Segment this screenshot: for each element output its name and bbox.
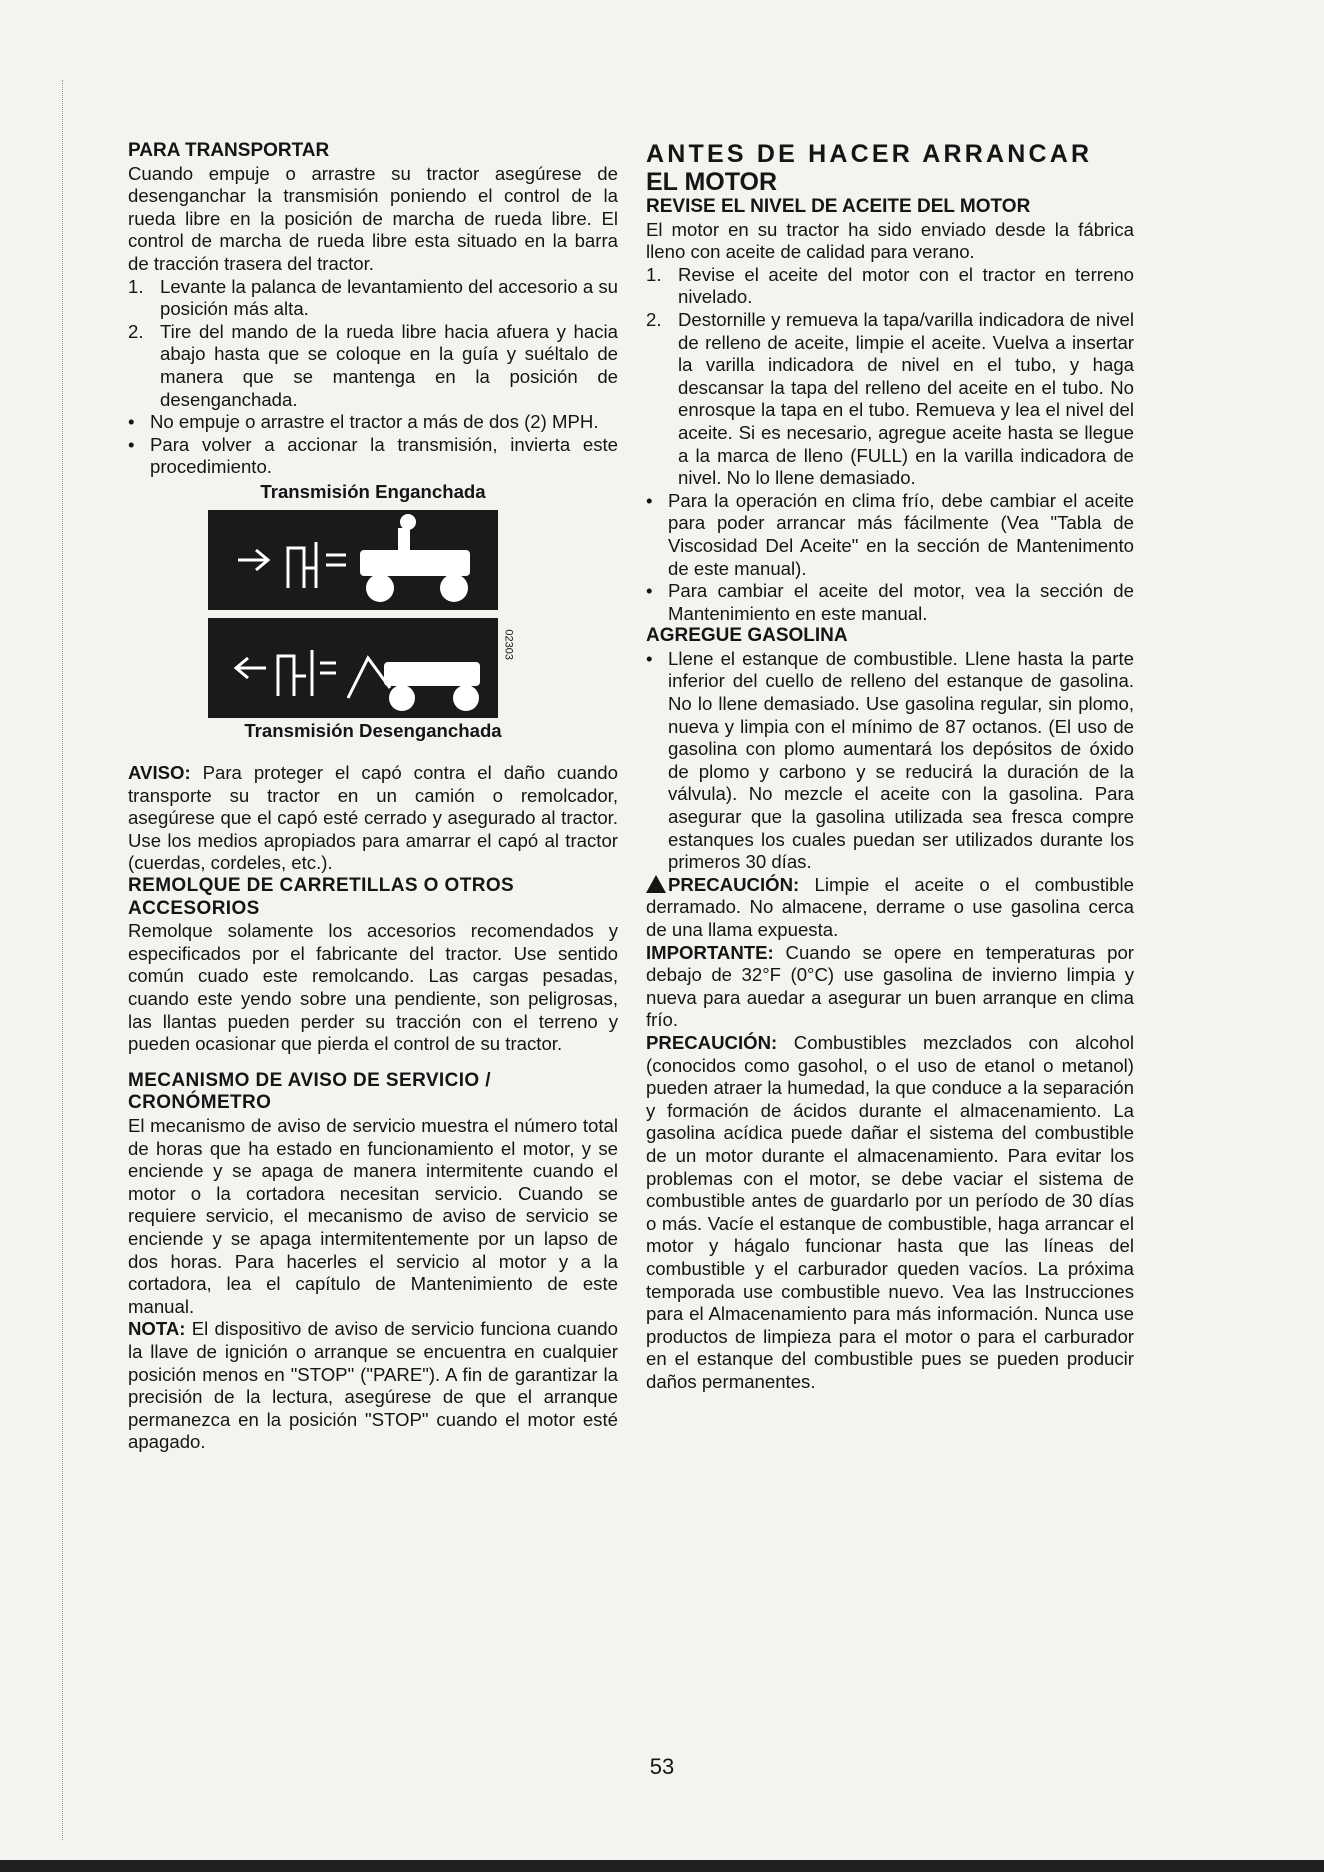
step-text: Revise el aceite del motor con el tractor en terreno nivelado. xyxy=(678,263,1134,308)
engaged-illustration xyxy=(208,510,498,610)
transport-steps xyxy=(128,276,618,412)
bottom-edge xyxy=(0,1860,1324,1872)
bullet-item: • Para la operación en clima frío, debe cambiar el aceite para poder arrancar más fácilmente (Vea "Tabla de Viscosidad Del Aceite" en la sección de Mantenimento de este manual). xyxy=(646,489,1134,579)
bullet-text: Para volver a accionar la transmisión, invierta este procedimiento. xyxy=(150,433,618,478)
main-heading-line2: EL MOTOR xyxy=(646,168,778,196)
transmission-figure xyxy=(208,510,520,718)
transport-step xyxy=(128,276,618,321)
bullet-text: Llene el estanque de combustible. Llene hasta la parte inferior del cuello de relleno del estanque de gasolina. No lo llene demasiado. Use gasolina regular, sin plomo, nueva y limpia con el mínimo de 87 octanos. (El uso de gasolina con plomo aumentará los depósitos de óxido de plomo y carbono y se reducirá la duración de la válvula). No mezcle el aceite con la gasolina. Para asegurar que la gasolina utilizada sea fresca compre estanques los cuales puedan ser utilizados durante los primeros 30 días. xyxy=(668,647,1134,873)
figure-engaged-label: Transmisión Enganchada xyxy=(260,480,486,502)
precaucion2-paragraph xyxy=(646,1032,1134,1394)
remolque-heading: REMOLQUE DE CARRETILLAS O OTROS ACCESORIOS xyxy=(128,875,515,919)
step-text: Levante la palanca de levantamiento del accesorio a su posición más alta. xyxy=(160,275,618,320)
bullet-text: No empuje o arrastre el tractor a más de dos (2) MPH. xyxy=(150,411,599,433)
step-text: Tire del mando de la rueda libre hacia afuera y hacia abajo hasta que se coloque en la guía y suéltalo de manera que se mantenga en la posición de desenganchada. xyxy=(160,320,618,410)
nota-text: El dispositivo de aviso de servicio funciona cuando la llave de ignición o arranque se encuentra en cualquier posición menos en "STOP" ("PARE"). A fin de garantizar la precisión de la lectura, asegúrese de que el arranque permanezca en la posición "STOP" cuando el motor esté apagado. xyxy=(128,1318,618,1453)
engaged-panel xyxy=(208,510,498,610)
disengaged-illustration xyxy=(208,618,498,718)
bullet-item: • No empuje o arrastre el tractor a más de dos (2) MPH. xyxy=(128,411,599,433)
gas-bullets xyxy=(646,648,1134,874)
precaucion-label: PRECAUCIÓN: xyxy=(668,873,800,895)
oil-step xyxy=(646,309,1134,490)
importante-label: IMPORTANTE: xyxy=(646,941,774,963)
figure-disengaged-label: Transmisión Desenganchada xyxy=(244,719,502,741)
tractor-icon xyxy=(360,514,470,602)
mecanismo-text: El mecanismo de aviso de servicio muestra el número total de horas que ha estado en funcionamiento el motor, y se enciende y se apaga de manera intermitente cuando el motor o la cortadora necesitan servicio. Cuando se requiere servicio, el mecanismo de aviso de servicio se enciende y se apaga intermitentemente por un lapso de dos horas. Para hacerles el servicio al motor y a la cortadora, lea el capítulo de Mantenimiento de este manual. xyxy=(128,1115,618,1317)
mecanismo-heading: MECANISMO DE AVISO DE SERVICIO / CRONÓMETRO xyxy=(128,1069,491,1114)
bullet-item: • Para cambiar el aceite del motor, vea la sección de Mantenimiento en este manual. xyxy=(646,580,1134,624)
oil-step xyxy=(646,264,1134,309)
aviso-text: Para proteger el capó contra el daño cuando transporte su tractor en un camión o remolcador, asegúrese que el capó esté cerrado y asegurado al tractor. Use los medios apropiados para amarrar el capó al tractor (cuerdas, cordeles, etc.). xyxy=(128,762,618,874)
oil-bullets xyxy=(646,490,1134,626)
right-column xyxy=(646,140,1134,1393)
step-number: 1. xyxy=(646,263,662,285)
bullet-text: Para la operación en clima frío, debe cambiar el aceite para poder arrancar más fácilmente (Vea "Tabla de Viscosidad Del Aceite" en la sección de Mantenimento de este manual). xyxy=(668,489,1134,579)
step-text: Destornille y remueva la tapa/varilla indicadora de nivel de relleno de aceite, limpie el aceite. Vuelva a insertar la varilla indicadora de nivel en el tubo, y haga descansar la tapa del relleno del aceite en el tubo. No enrosque la tapa en el tubo. Remueva y lea el nivel del aceite. Si es necesario, agregue aceite hasta se llegue a la marca de lleno (FULL) en la varilla indicadora de nivel. No lo llene demasiado. xyxy=(678,308,1134,489)
left-column xyxy=(128,140,618,1454)
importante-text: Cuando se opere en temperaturas por debajo de 32°F (0°C) use gasolina de invierno limpia y nueva para auedar a asegurar un buen arranque en clima frío. xyxy=(646,941,1134,1031)
step-number: 2. xyxy=(128,320,144,342)
transport-step xyxy=(128,321,618,411)
precaucion-text: Combustibles mezclados con alcohol (conocidos como gasohol, o el uso de etanol o metanol) pueden atraer la humedad, la que conduce a la separación y formación de ácidos durante el almacenamiento. La gasolina acídica puede dañar el sistema del combustible de un motor durante el almacenamiento. Para evitar los problemas con el motor, se debe vaciar el sistema de combustible antes de guardarlo por un período de 30 días o más. Vacíe el estanque de combustible, haga arrancar el motor y hágalo funcionar hasta que las líneas del combustible y el carburador queden vacíos. La próxima temporada use combustible nuevo. Vea las Instrucciones para el Almacenamiento para más información. Nunca use productos de limpieza para el motor o para el carburador en el estanque del combustible pues se pueden producir daños permanentes. xyxy=(646,1031,1134,1392)
tractor-icon xyxy=(384,662,480,711)
bullet-item: • Para volver a accionar la transmisión, invierta este procedimiento. xyxy=(128,433,618,478)
importante-paragraph xyxy=(646,942,1134,1032)
transport-heading: PARA TRANSPORTAR xyxy=(128,140,330,161)
disengaged-panel xyxy=(208,618,498,718)
nota-paragraph xyxy=(128,1318,618,1454)
nota-label: NOTA: xyxy=(128,1318,186,1340)
step-number: 2. xyxy=(646,308,662,330)
main-heading-line1: ANTES DE HACER ARRANCAR xyxy=(646,140,1093,168)
bullet-item: • Llene el estanque de combustible. Llene hasta la parte inferior del cuello de relleno del estanque de gasolina. No lo llene demasiado. Use gasolina regular, sin plomo, nueva y limpia con el mínimo de 87 octanos. (El uso de gasolina con plomo aumentará los depósitos de óxido de plomo y carbono y se reducirá la duración de la válvula). No mezcle el aceite con la gasolina. Para asegurar que la gasolina utilizada sea fresca compre estanques los cuales puedan ser utilizados durante los primeros 30 días. xyxy=(646,647,1134,873)
remolque-text: Remolque solamente los accesorios recomendados y especificados por el fabricante del tractor. Use sentido común cuado este remolcando. Las cargas pesadas, cuando este yendo sobre una pendiente, son peligrosas, las llantas pueden perder su tracción con el terreno y pueden ocasionar que pierda el control de su tractor. xyxy=(128,920,618,1055)
oil-intro: El motor en su tractor ha sido enviado desde la fábrica lleno con aceite de calidad para verano. xyxy=(646,218,1134,263)
precaucion-text: Limpie el aceite o el combustible derramado. No almacene, derrame o use gasolina cerca de una llama expuesta. xyxy=(646,873,1134,940)
oil-heading: REVISE EL NIVEL DE ACEITE DEL MOTOR xyxy=(646,196,1031,217)
precaucion1-paragraph xyxy=(646,874,1134,942)
oil-steps xyxy=(646,264,1134,490)
warning-triangle-icon xyxy=(646,875,666,893)
gas-heading: AGREGUE GASOLINA xyxy=(646,625,848,647)
binding-edge xyxy=(62,80,65,1840)
bullet-text: Para cambiar el aceite del motor, vea la sección de Mantenimiento en este manual. xyxy=(668,580,1134,624)
transport-intro: Cuando empuje o arrastre su tractor asegúrese de desenganchar la transmisión poniendo el control de la rueda libre en la posición de marcha de rueda libre. El control de marcha de rueda libre esta situado en la barra de tracción trasera del tractor. xyxy=(128,162,618,274)
figure-code: 02303 xyxy=(503,628,515,660)
arrow-left-icon xyxy=(236,658,266,678)
main-heading xyxy=(646,140,1134,196)
precaucion-label: PRECAUCIÓN: xyxy=(646,1031,778,1053)
aviso-label: AVISO: xyxy=(128,762,191,784)
transport-bullets xyxy=(128,411,618,479)
step-number: 1. xyxy=(128,275,144,297)
page-number: 53 xyxy=(649,1754,675,1779)
aviso-paragraph xyxy=(128,762,618,875)
arrow-right-icon xyxy=(238,550,268,570)
